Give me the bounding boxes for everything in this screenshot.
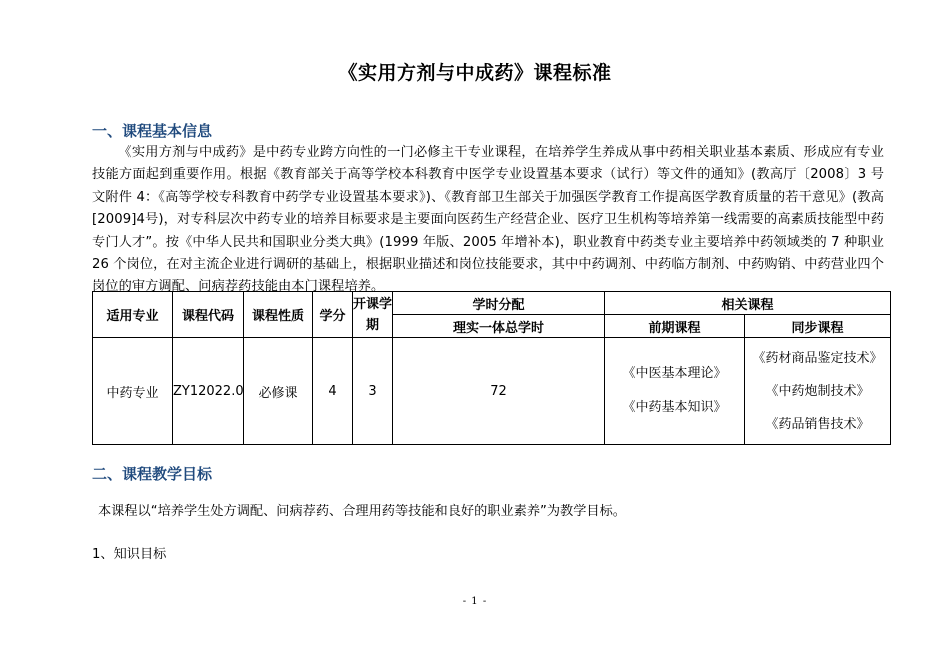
table-header-row-1 — [93, 292, 891, 315]
header-concurrent: 同步课程 — [745, 315, 891, 338]
teaching-goal-text: 本课程以“培养学生处方调配、问病荐药、合理用药等技能和良好的职业素养”为教学目标。 — [98, 504, 626, 519]
page-number: - 1 - — [462, 596, 488, 607]
concurrent-course: 《药材商品鉴定技术》 — [752, 350, 883, 366]
cell-hours-total: 72 — [393, 338, 605, 445]
prerequisite-course: 《中医基本理论》 — [622, 366, 727, 381]
cell-credit: 4 — [313, 338, 353, 445]
cell-concurrent-courses — [745, 338, 891, 445]
concurrent-course: 《中药炮制技术》 — [765, 383, 870, 399]
cell-code: ZY12022.0 — [173, 338, 244, 445]
cell-semester: 3 — [353, 338, 393, 445]
concurrent-course: 《药品销售技术》 — [765, 416, 870, 432]
prerequisite-course: 《中药基本知识》 — [622, 400, 727, 415]
header-nature: 课程性质 — [244, 292, 313, 338]
section-heading-basic-info: 一、课程基本信息 — [92, 122, 213, 140]
header-code: 课程代码 — [173, 292, 244, 338]
knowledge-goal-heading: 1、知识目标 — [92, 547, 167, 562]
header-prerequisite: 前期课程 — [605, 315, 745, 338]
document-title: 《实用方剂与中成药》课程标准 — [338, 62, 612, 84]
cell-nature: 必修课 — [244, 338, 313, 445]
header-major: 适用专业 — [93, 292, 173, 338]
basic-info-paragraph: 《实用方剂与中成药》是中药专业跨方向性的一门必修主干专业课程，在培养学生养成从事中药相关职业基本素质、形成应有专业技能方面起到重要作用。根据《教育部关于高等学校本科教育中医学专业设置基本要求（试行）等文件的通知》(教高厅〔2008〕3 号文附件 4：《高等学校专科教育中药学专业设置基本要求》)、《教育部卫生部关于加强医学教育工作提高医学教育质量的若干意见》(教高[2009]4号)，对专科层次中药专业的培养目标要求是主要面向医药生产经营企业、医疗卫生机构等培养第一线需要的高素质技能型中药专门人才”。按《中华人民共和国职业分类大典》(1999 年版、2005 年增补本)，职业教育中药类专业主要培养中药领域类的 7 种职业 26 个岗位，在对主流企业进行调研的基础上，根据职业描述和岗位技能要求，其中中药调剂、中药临方制剂、中药购销、中药营业四个岗位的审方调配、问病荐药技能由本门课程培养。 — [92, 145, 884, 295]
cell-prerequisite-courses — [605, 338, 745, 445]
course-info-table — [92, 291, 891, 445]
header-credit: 学分 — [313, 292, 353, 338]
header-related-group: 相关课程 — [605, 292, 891, 315]
header-hours-total: 理实一体总学时 — [393, 315, 605, 338]
header-hours-group: 学时分配 — [393, 292, 605, 315]
cell-major: 中药专业 — [93, 338, 173, 445]
table-row — [93, 338, 891, 445]
header-semester: 开课学期 — [353, 292, 393, 338]
section-heading-teaching-goals: 二、课程教学目标 — [92, 465, 213, 483]
